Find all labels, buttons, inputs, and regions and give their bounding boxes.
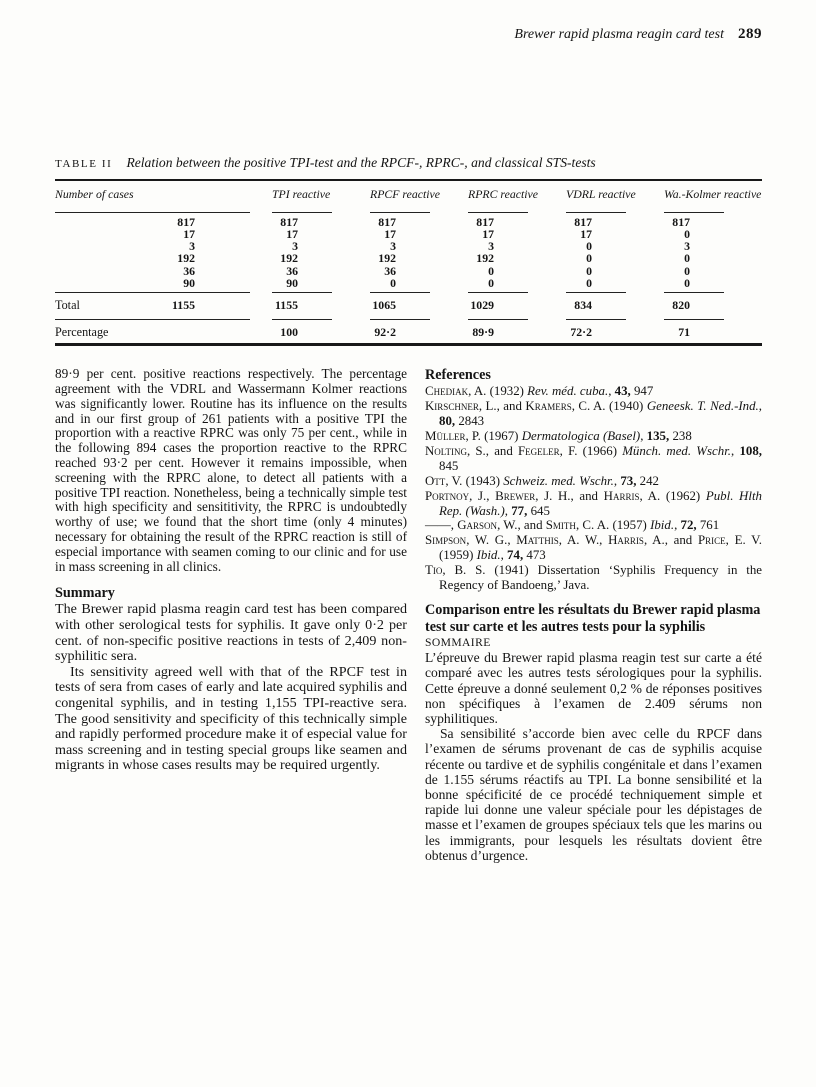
cell (468, 296, 566, 316)
cell (468, 323, 566, 343)
rule-segment (55, 319, 250, 320)
cell (566, 265, 664, 277)
table-rule-row (55, 289, 762, 296)
rule-cell (55, 316, 272, 323)
cell-value: 0 (684, 226, 690, 241)
cell-value: 0 (390, 275, 396, 290)
rule-segment (370, 319, 430, 320)
cell-value: 1065 (372, 298, 396, 313)
cell-value: 817 (574, 214, 592, 229)
table-rule-row (55, 209, 762, 216)
summary-paragraph-1: The Brewer rapid plasma reagin card test has been compared with other serological tests for syphilis. It gave only 0·2 per cent. of non-specific positive reactions in tests of 2,409 non-syphilitic sera. (55, 601, 407, 665)
cell (566, 216, 664, 228)
table-bottom-rule (55, 343, 762, 346)
cell (272, 296, 370, 316)
cell-value: 192 (476, 251, 494, 266)
column-header-rpcf: RPCF reactive (370, 187, 440, 201)
cell (272, 252, 370, 264)
cell-value: 92·2 (374, 325, 396, 340)
cell (664, 240, 762, 252)
cell (664, 277, 762, 289)
cell-value: 17 (580, 226, 592, 241)
cell-value: 90 (183, 275, 195, 290)
cell-value: 817 (177, 214, 195, 229)
french-paragraph-2: Sa sensibilité s’accorde bien avec celle du RPCF dans l’examen de sérums provenant de cas de syphilis acquise récente ou tardive et de syphilis congénitale et dans l’examen de 1.155 sérums réactifs au TPI. La bonne sensibilité et la bonne spécificité de ce procédé techniquement simple et rapide lui donne une valeur spéciale pour les dépistages de masse et l’examen de groupes spéciaux tels que les marins ou les immigrants, pour lesquels les résultats dovient être obtenus d’urgence. (425, 726, 762, 863)
cell-value: 0 (586, 275, 592, 290)
cell (468, 277, 566, 289)
cell (468, 265, 566, 277)
reference-entry: Müller, P. (1967) Dermatologica (Basel), 135, 238 (425, 429, 692, 443)
cell-value: 17 (183, 226, 195, 241)
table-row (55, 228, 762, 240)
column-header-tpi: TPI reactive (272, 187, 331, 201)
rule-cell (664, 289, 762, 296)
rule-segment (370, 292, 430, 293)
cell (566, 252, 664, 264)
cell-value: 192 (177, 251, 195, 266)
cell (55, 252, 272, 264)
cell-value: 1029 (470, 298, 494, 313)
cell-value: 817 (476, 214, 494, 229)
column-header-rprc: RPRC reactive (468, 187, 538, 201)
cell-value: 17 (482, 226, 494, 241)
rule-segment (664, 292, 724, 293)
cell (55, 296, 272, 316)
column-header-vdrl: VDRL reactive (566, 187, 636, 201)
cell-value: 36 (286, 263, 298, 278)
body-paragraph: 89·9 per cent. positive reactions respectively. The percentage agreement with the VDRL and Wassermann Kolmer reactions was significantly lower. Routine has its influence on the results and in our first group of 261 patients with a positive TPI the proportion with a reactive RPRC was only 75 per cent., while in the following 894 cases the proportion reactive to the RPRC reached 93·2 per cent. However it remains impossible, when screening with the RPRC alone, to detect all patients with a positive TPI reaction. Nonetheless, being a technically simple test with high specificity and sensititivity, the RPRC is undoubtedly worthy of use; we found that the short time (only 4 minutes) necessary for obtaining the result of the RPRC reaction is still of especial importance with seamen coming to our clinic and for use in mass screening in all clinics. (55, 366, 407, 574)
cell-value: 817 (378, 214, 396, 229)
cell-value: 0 (586, 239, 592, 254)
rule-segment (55, 212, 250, 213)
column-header-number-of-cases: Number of cases (55, 187, 134, 201)
cell-value: 36 (183, 263, 195, 278)
rule-cell (468, 289, 566, 296)
rule-segment (566, 212, 626, 213)
left-column (55, 367, 407, 863)
rule-segment (468, 319, 528, 320)
reference-entry: Kirschner, L., and Kramers, C. A. (1940) Geneesk. T. Ned.-Ind., 80, 2843 (425, 399, 762, 429)
rule-segment (272, 212, 332, 213)
table-caption (55, 154, 762, 172)
reference-entry: ——, Garson, W., and Smith, C. A. (1957) Ibid., 72, 761 (425, 518, 720, 533)
cell (664, 323, 762, 343)
reference-entry: Nolting, S., and Fegeler, F. (1966) Münch. med. Wschr., 108, 845 (425, 443, 762, 473)
cell-value: 17 (286, 226, 298, 241)
sommaire-label: SOMMAIRE (425, 636, 491, 650)
cell-value: 0 (488, 263, 494, 278)
rule-cell (566, 316, 664, 323)
cell-value: 192 (378, 251, 396, 266)
french-summary-heading: Comparison entre les résultats du Brewer rapid plasma test sur carte et les autres tests pour la syphilis (425, 601, 761, 635)
cell (272, 228, 370, 240)
cell-value: 36 (384, 263, 396, 278)
cell-value: 1155 (172, 298, 195, 313)
right-column (425, 367, 762, 863)
cell (664, 252, 762, 264)
table-row (55, 265, 762, 277)
total-row (55, 296, 762, 316)
reference-entry: Portnoy, J., Brewer, J. H., and Harris, A. (1962) Publ. Hlth Rep. (Wash.), 77, 645 (425, 488, 762, 518)
cell-value: 0 (684, 275, 690, 290)
reference-entry: Simpson, W. G., Matthis, A. W., Harris, A., and Price, E. V. (1959) Ibid., 74, 473 (425, 533, 763, 563)
rule-segment (566, 292, 626, 293)
cell-value: 0 (684, 251, 690, 266)
cell (272, 216, 370, 228)
cell (370, 228, 468, 240)
cell (664, 216, 762, 228)
summary-paragraph-2: Its sensitivity agreed well with that of the RPCF test in tests of sera from cases of early and late acquired syphilis and congenital syphilis, and in testing 1,155 TPI-reactive sera. The good sensitivity and specificity of this technically simple and rapidly performed procedure make it of especial value for mass screening and in testing special groups like seamen and migrants in whose cases results may be required urgently. (55, 663, 407, 774)
reference-entry: Tio, B. S. (1941) Dissertation ‘Syphilis Frequency in the Regency of Bandoeng,’ Java. (425, 563, 762, 593)
reference-list (425, 384, 762, 593)
cell (566, 228, 664, 240)
total-label: Total (55, 298, 80, 313)
cell-value: 834 (574, 298, 592, 313)
cell (370, 296, 468, 316)
cell (370, 252, 468, 264)
rule-cell (55, 289, 272, 296)
cell (566, 240, 664, 252)
cell-value: 100 (280, 325, 298, 340)
cell-value: 0 (684, 263, 690, 278)
running-title: Brewer rapid plasma reagin card test (514, 27, 724, 42)
cell (272, 323, 370, 343)
rule-segment (468, 212, 528, 213)
rule-segment (272, 319, 332, 320)
table-row (55, 216, 762, 228)
rule-segment (272, 292, 332, 293)
cell-value: 192 (280, 251, 298, 266)
table-row (55, 277, 762, 289)
results-table (55, 181, 762, 343)
cell (468, 252, 566, 264)
cell-value: 0 (488, 275, 494, 290)
summary-heading: Summary (55, 585, 115, 602)
cell (468, 228, 566, 240)
cell (370, 216, 468, 228)
rule-segment (468, 292, 528, 293)
cell-value: 3 (189, 239, 195, 254)
rule-cell (272, 289, 370, 296)
cell (55, 323, 272, 343)
cell-value: 3 (390, 239, 396, 254)
references-heading: References (425, 367, 491, 384)
cell-value: 820 (672, 298, 690, 313)
cell (272, 277, 370, 289)
cell-value: 89·9 (472, 325, 494, 340)
cell-value: 3 (292, 239, 298, 254)
two-column-body (55, 367, 762, 863)
cell-value: 90 (286, 275, 298, 290)
table-block (55, 154, 762, 346)
table-title: Relation between the positive TPI-test and the RPCF-, RPRC-, and classical STS-tests (126, 155, 596, 170)
rule-cell (468, 316, 566, 323)
running-head (55, 26, 762, 44)
cell (664, 265, 762, 277)
cell (55, 216, 272, 228)
rule-segment (664, 212, 724, 213)
rule-segment (566, 319, 626, 320)
table-row (55, 252, 762, 264)
cell-value: 1155 (275, 298, 298, 313)
cell (55, 240, 272, 252)
cell-value: 71 (678, 325, 690, 340)
rule-cell (55, 209, 272, 216)
cell-value: 3 (684, 239, 690, 254)
cell-value: 0 (586, 251, 592, 266)
table-rule-row (55, 316, 762, 323)
rule-cell (664, 316, 762, 323)
cell-value: 817 (280, 214, 298, 229)
reference-entry: Ott, V. (1943) Schweiz. med. Wschr., 73, 242 (425, 473, 659, 488)
table-label: TABLE II (55, 158, 113, 170)
cell (566, 277, 664, 289)
rule-cell (370, 316, 468, 323)
rule-segment (55, 292, 250, 293)
cell (468, 216, 566, 228)
cell (55, 277, 272, 289)
rule-segment (664, 319, 724, 320)
table-header-row (55, 181, 762, 209)
cell (566, 296, 664, 316)
french-paragraph-1: L’épreuve du Brewer rapid plasma reagin test sur carte a été comparé avec les autres tests sérologiques pour la syphilis. Cette épreuve a donné seulement 0,2 % de réponses positives non spécifiques à l’examen de 2.409 sérums non syphilitiques. (425, 650, 762, 726)
percentage-row (55, 323, 762, 343)
cell-value: 72·2 (570, 325, 592, 340)
percentage-label: Percentage (55, 325, 109, 340)
table-row (55, 240, 762, 252)
column-header-wa-kolmer: Wa.-Kolmer reactive (664, 187, 762, 201)
cell (55, 265, 272, 277)
cell (370, 265, 468, 277)
cell-value: 817 (672, 214, 690, 229)
cell (370, 277, 468, 289)
cell (370, 323, 468, 343)
rule-cell (272, 316, 370, 323)
rule-cell (566, 289, 664, 296)
cell (664, 296, 762, 316)
rule-segment (370, 212, 430, 213)
cell (55, 228, 272, 240)
rule-cell (370, 289, 468, 296)
reference-entry: Chediak, A. (1932) Rev. méd. cuba., 43, 947 (425, 384, 654, 399)
cell-value: 3 (488, 239, 494, 254)
cell-value: 0 (586, 263, 592, 278)
cell (664, 228, 762, 240)
cell-value: 17 (384, 226, 396, 241)
cell (566, 323, 664, 343)
page-number: 289 (738, 26, 762, 42)
